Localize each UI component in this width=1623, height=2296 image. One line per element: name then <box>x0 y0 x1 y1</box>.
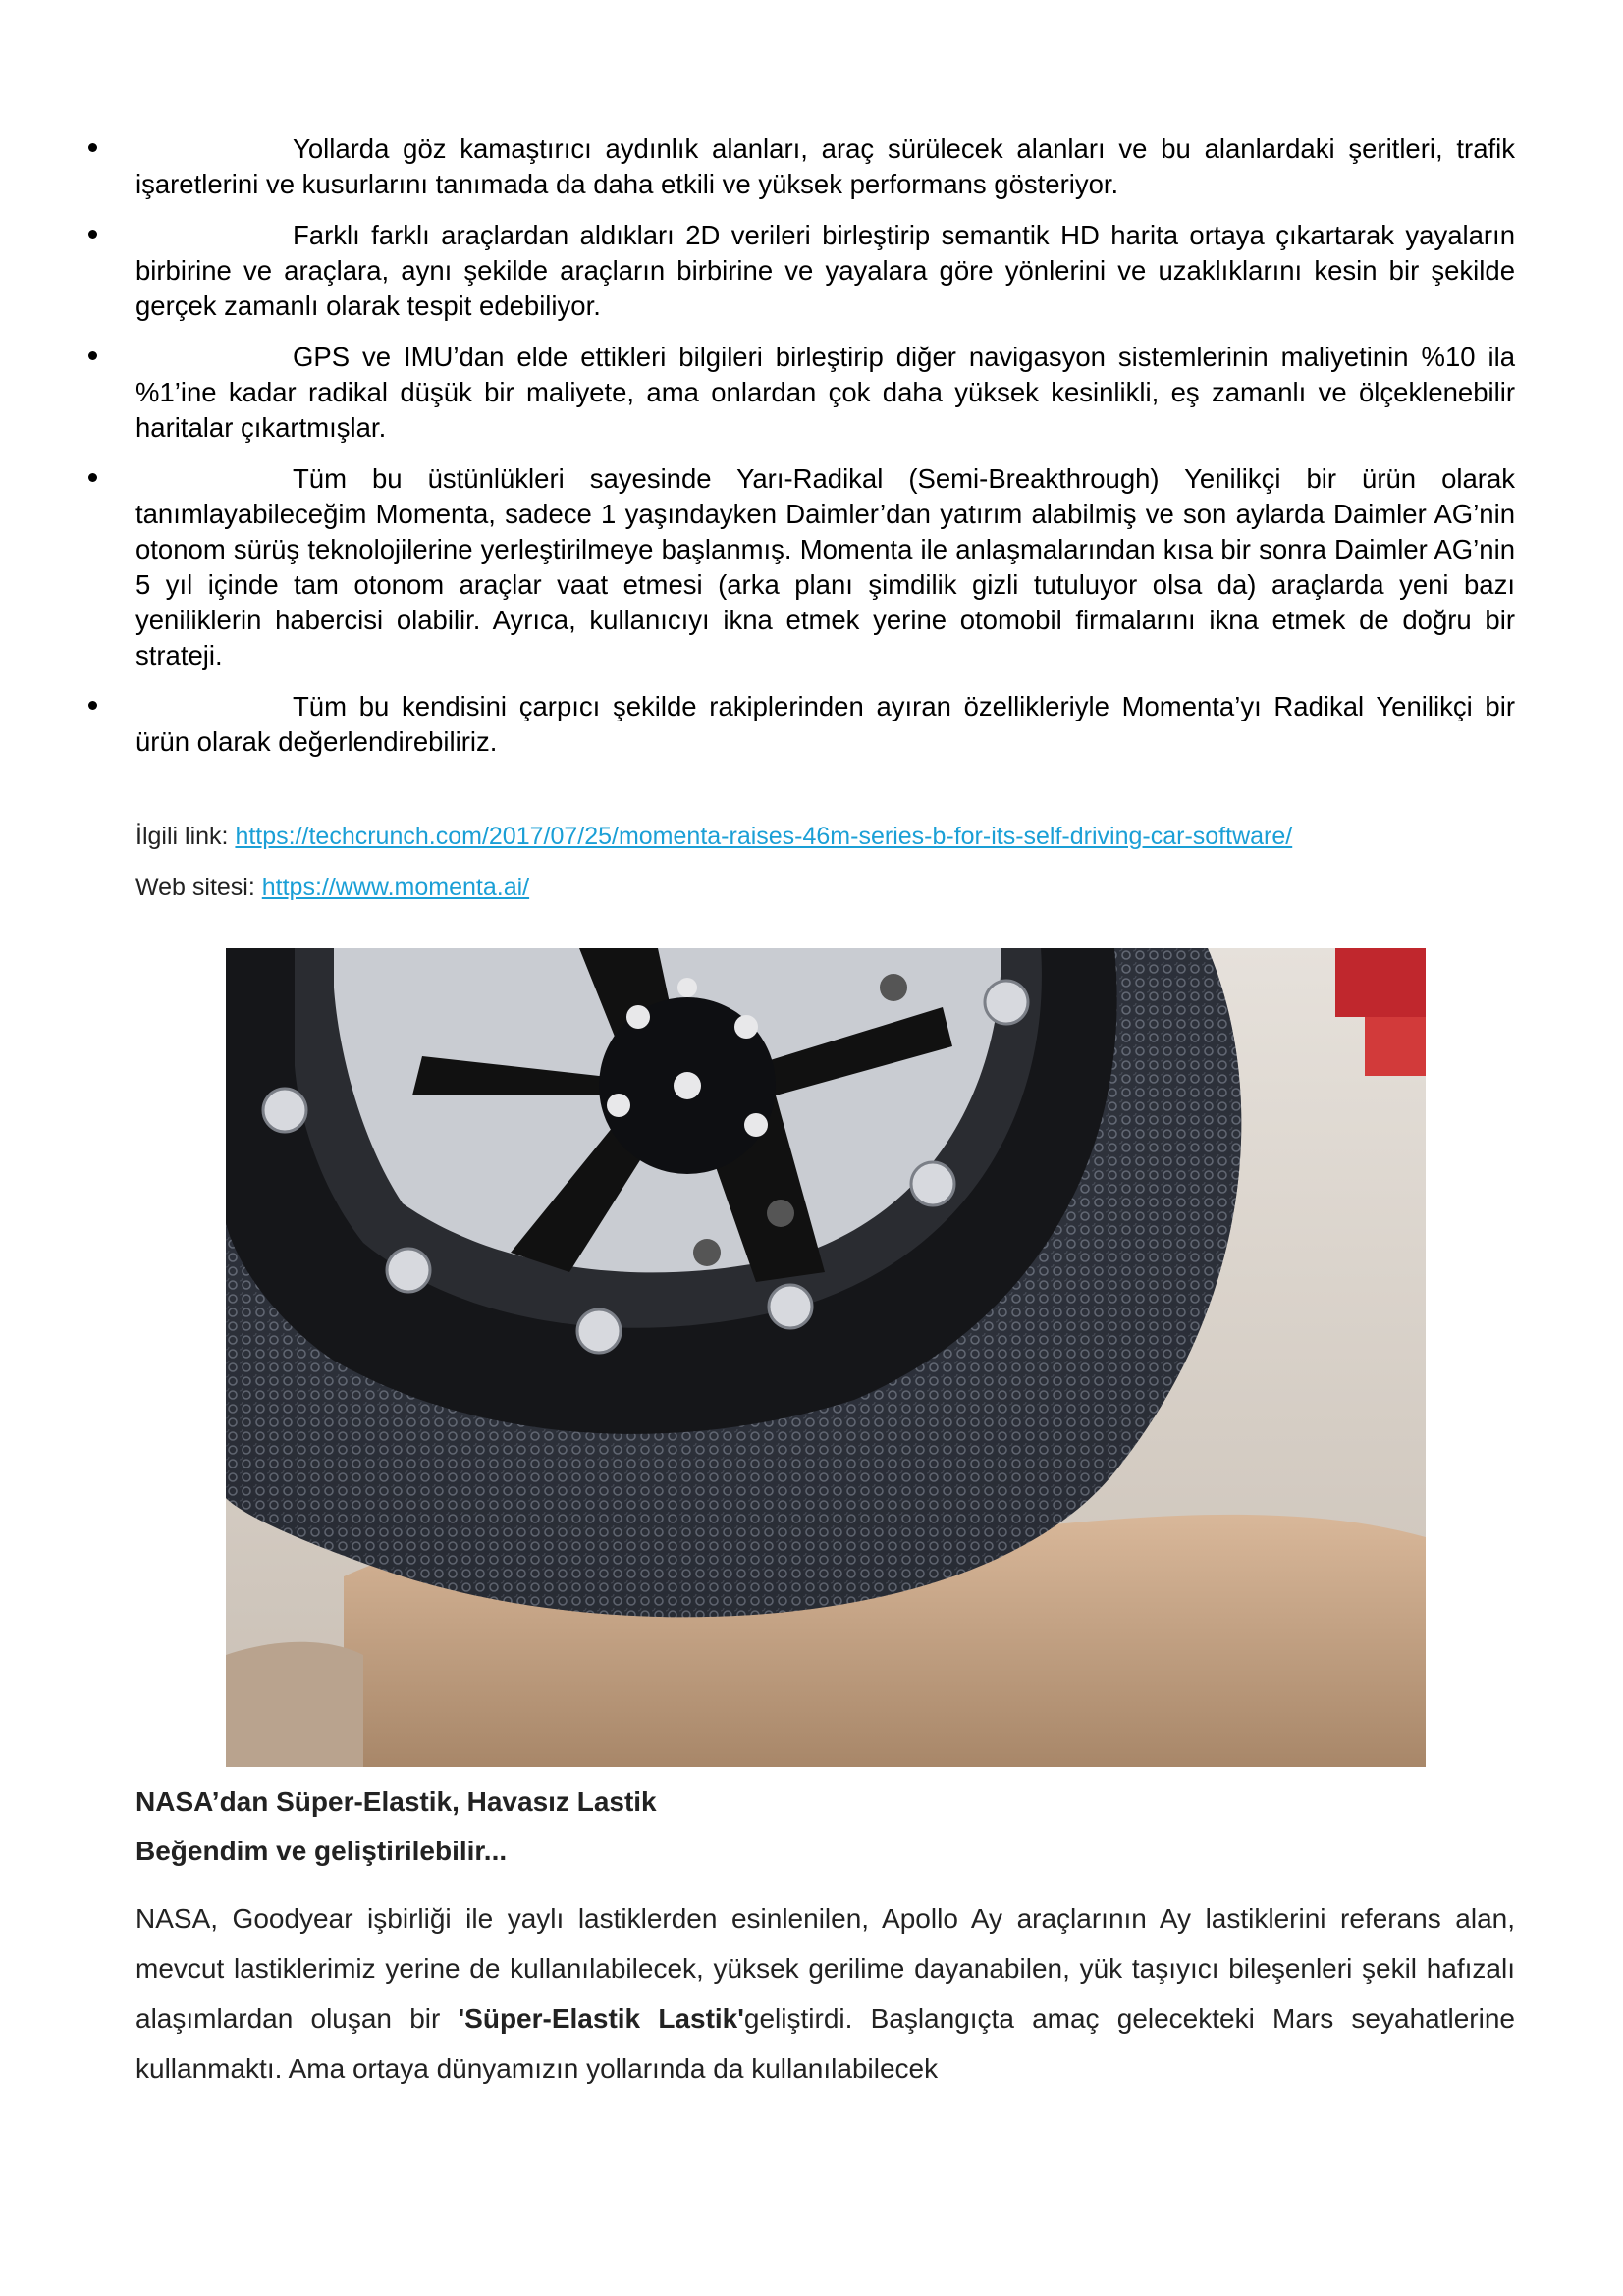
list-item <box>0 689 1623 760</box>
bullet-text: Tüm bu üstünlükleri sayesinde Yarı-Radikal (Semi-Breakthrough) Yenilikçi bir ürün olarak tanımlayabileceğim Momenta, sadece 1 yaşındayken Daimler’dan yatırım alabilmiş ve son aylarda Daimler AG’nin otonom sürüş teknolojilerine yerleştirilmeye başlanmış. Momenta ile anlaşmalarından kısa bir sonra Daimler AG’nin 5 yıl içinde tam otonom araçlar vaat etmesi (arka planı şimdilik gizli tutuluyor olsa da) araçlarda yeni bazı yeniliklerin habercisi olabilir. Ayrıca, kullanıcıyı ikna etmek yerine otomobil firmalarını ikna etmek de doğru bir strateji. <box>135 463 1515 670</box>
bullet-text: GPS ve IMU’dan elde ettikleri bilgileri birleştirip diğer navigasyon sistemlerinin maliyetinin %10 ila %1’ine kadar radikal düşük bir maliyete, ama onlardan çok daha yüksek kesinlikli, eş zamanlı ve ölçeklenebilir haritalar çıkartmışlar. <box>135 342 1515 443</box>
bullet-dot <box>88 351 97 360</box>
bullet-text: Yollarda göz kamaştırıcı aydınlık alanları, araç sürülecek alanları ve bu alanlardaki şeritleri, trafik işaretlerini ve kusurlarını tanımada da daha etkili ve yüksek performans gösteriyor. <box>135 133 1515 199</box>
related-link-label: İlgili link: <box>135 823 229 850</box>
para-text-after: geliştirdi. Başlangıçta amaç gelecekteki Mars seyahatlerine kullanmaktı. Ama ortaya dünyamızın yollarında da kullanılabilecek <box>135 2003 1515 2084</box>
bullet-dot <box>88 230 97 239</box>
section-title: NASA’dan Süper-Elastik, Havasız Lastik <box>135 1787 657 1817</box>
bullet-dot <box>88 701 97 710</box>
section-subtitle: Beğendim ve geliştirilebilir... <box>135 1836 508 1866</box>
body-paragraph <box>135 1894 1515 2094</box>
bullet-dot <box>88 143 97 152</box>
bullet-list <box>0 132 1623 775</box>
website-link-line <box>135 874 529 902</box>
related-link-line <box>135 823 1292 851</box>
website-link[interactable]: https://www.momenta.ai/ <box>261 874 530 901</box>
list-item <box>0 132 1623 202</box>
bullet-text: Farklı farklı araçlardan aldıkları 2D verileri birleştirip semantik HD harita ortaya çıkartarak yayaların birbirine ve araçlara, aynı şekilde araçların birbirine ve yayalara göre yönlerini ve uzaklıklarını kesin bir şekilde gerçek zamanlı olarak tespit edebiliyor. <box>135 220 1515 321</box>
para-bold-term: 'Süper-Elastik Lastik' <box>458 2003 744 2034</box>
para-text-before: NASA, Goodyear işbirliği ile yaylı lastiklerden esinlenilen, Apollo Ay araçlarının Ay lastiklerini referans alan, mevcut lastiklerimiz yerine de kullanılabilecek, yüksek gerilime dayanabilen, yük taşıyıcı bileşenleri şekil hafızalı alaşımlardan oluşan bir <box>135 1903 1515 2034</box>
website-link-label: Web sitesi: <box>135 874 255 901</box>
related-link[interactable]: https://techcrunch.com/2017/07/25/momenta-raises-46m-series-b-for-its-self-driving-car-software/ <box>235 823 1293 850</box>
list-item <box>0 461 1623 673</box>
list-item <box>0 218 1623 324</box>
bullet-dot <box>88 473 97 482</box>
list-item <box>0 340 1623 446</box>
tire-photo <box>226 948 1426 1767</box>
bullet-text: Tüm bu kendisini çarpıcı şekilde rakiplerinden ayıran özellikleriyle Momenta’yı Radikal Yenilikçi bir ürün olarak değerlendirebiliriz. <box>135 691 1515 757</box>
